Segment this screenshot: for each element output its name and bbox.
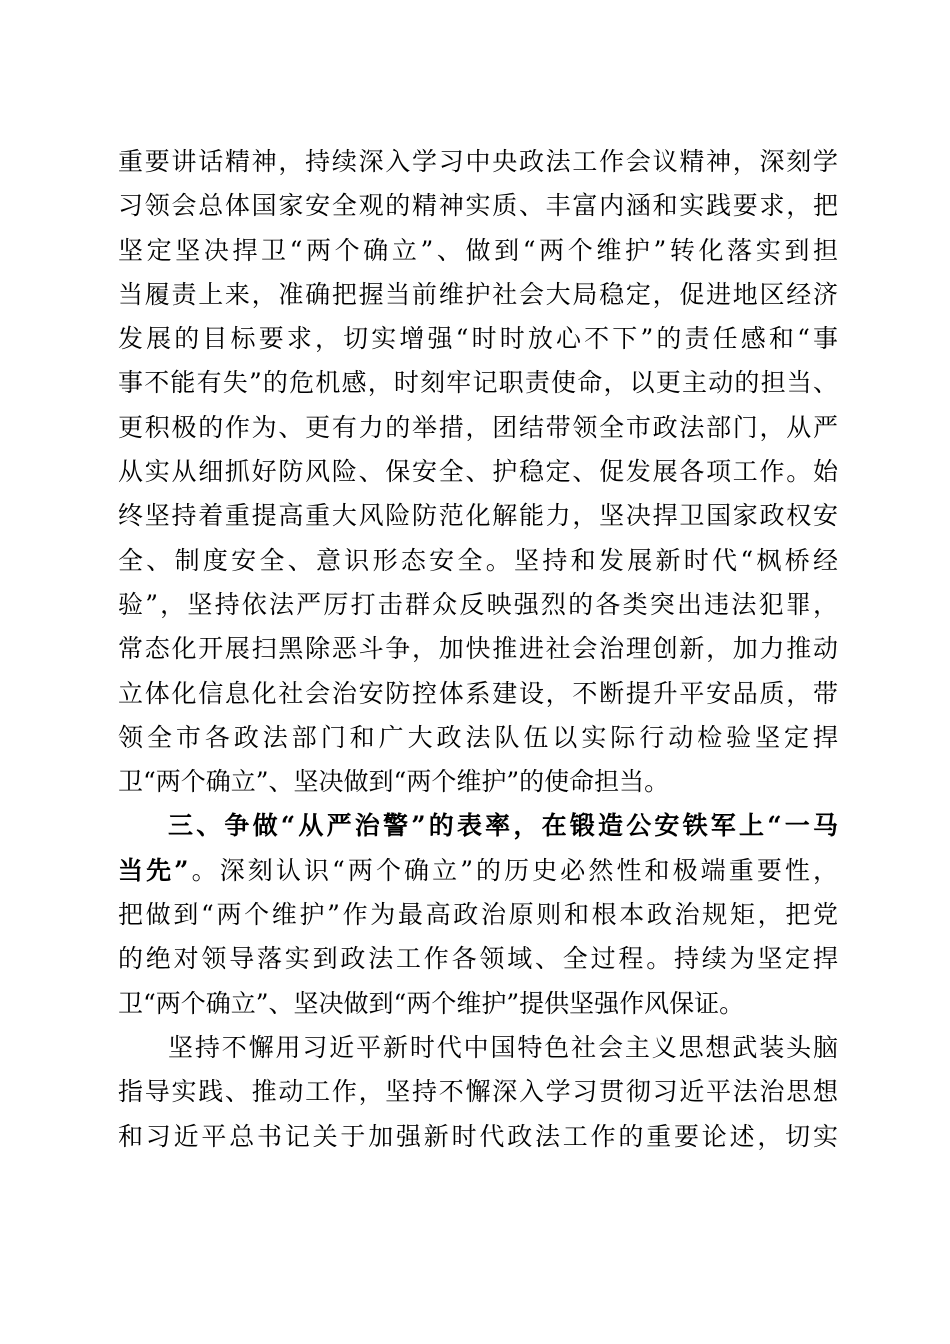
section-heading: 三、争做“从严治警”的表率，在锻造公安铁军上“一马 [168, 811, 838, 841]
text-line: 立体化信息化社会治安防控体系建设，不断提升平安品质，带 [118, 678, 838, 708]
document-body [118, 140, 838, 1159]
text-line: 全、制度安全、意识形态安全。坚持和发展新时代“枫桥经 [118, 545, 838, 575]
text-line: 常态化开展扫黑除恶斗争，加快推进社会治理创新，加力推动 [118, 634, 838, 664]
text-line-rest: 。深刻认识“两个确立”的历史必然性和极端重要性， [188, 855, 838, 885]
text-line: 验”，坚持依法严厉打击群众反映强烈的各类突出违法犯罪， [118, 589, 838, 619]
text-line: 和习近平总书记关于加强新时代政法工作的重要论述，切实 [118, 1121, 838, 1151]
text-line: 发展的目标要求，切实增强“时时放心不下”的责任感和“事 [118, 324, 838, 354]
text-line: 习领会总体国家安全观的精神实质、丰富内涵和实践要求，把 [118, 191, 838, 221]
text-line: 坚定坚决捍卫“两个确立”、做到“两个维护”转化落实到担 [118, 235, 838, 265]
paragraph-1 [118, 140, 838, 804]
text-line: 坚持不懈用习近平新时代中国特色社会主义思想武装头脑 [168, 1032, 838, 1062]
text-line: 事不能有失”的危机感，时刻牢记职责使命，以更主动的担当、 [118, 368, 838, 398]
text-line: 重要讲话精神，持续深入学习中央政法工作会议精神，深刻学 [118, 147, 838, 176]
paragraph-3 [118, 1026, 838, 1159]
text-line: 当履责上来，准确把握当前维护社会大局稳定，促进地区经济 [118, 279, 838, 309]
text-line: 把做到“两个维护”作为最高政治原则和根本政治规矩，把党 [118, 900, 838, 930]
text-line: 领全市各政法部门和广大政法队伍以实际行动检验坚定捍 [118, 722, 838, 752]
text-line: 更积极的作为、更有力的举措，团结带领全市政法部门，从严 [118, 412, 838, 442]
text-line: 的绝对领导落实到政法工作各领域、全过程。持续为坚定捍 [118, 944, 838, 974]
text-line: 卫“两个确立”、坚决做到“两个维护”的使命担当。 [118, 767, 670, 797]
text-line: 终坚持着重提高重大风险防范化解能力，坚决捍卫国家政权安 [118, 501, 838, 531]
text-line: 指导实践、推动工作，坚持不懈深入学习贯彻习近平法治思想 [118, 1077, 838, 1107]
section-heading-tail: 当先” [118, 855, 189, 885]
text-line: 从实从细抓好防风险、保安全、护稳定、促发展各项工作。始 [118, 457, 838, 487]
text-line: 卫“两个确立”、坚决做到“两个维护”提供坚强作风保证。 [118, 988, 745, 1018]
text-line [118, 849, 838, 893]
paragraph-2 [118, 804, 838, 1025]
